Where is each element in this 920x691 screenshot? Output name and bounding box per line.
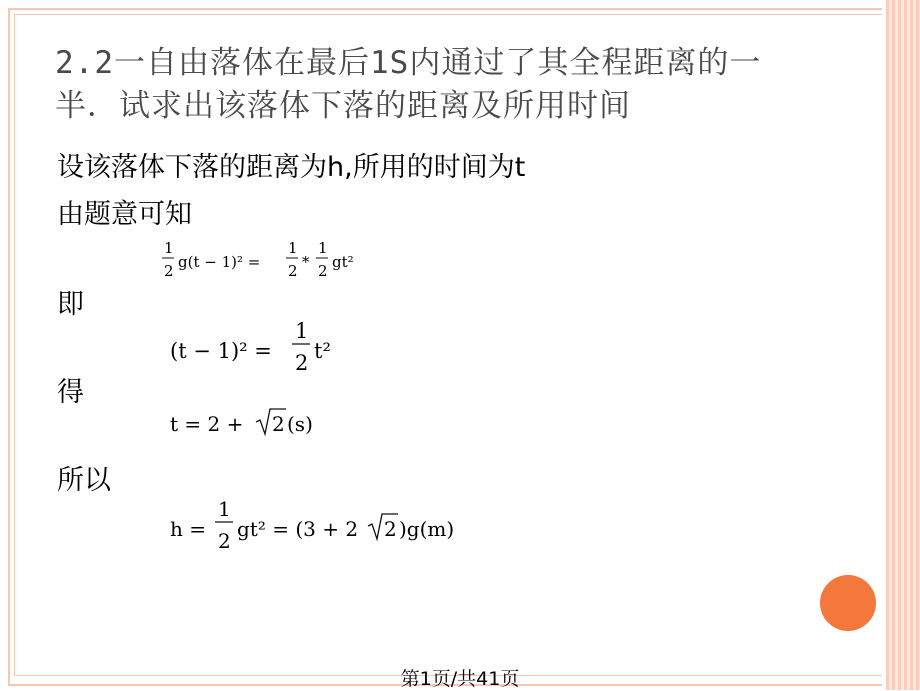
f2-rhs: t² xyxy=(314,339,331,363)
f1-frac2-den: 2 xyxy=(288,262,298,280)
f3-radicand: 2 xyxy=(272,412,285,436)
formula-3 xyxy=(168,404,338,440)
f1-lhs: g(t − 1)² = xyxy=(178,253,261,271)
f2-lhs: (t − 1)² = xyxy=(170,339,272,363)
decorative-stripes xyxy=(886,0,920,690)
f4-tail: )g(m) xyxy=(399,517,455,541)
f1-frac1-num: 1 xyxy=(164,239,174,257)
f3-unit: (s) xyxy=(287,412,313,436)
de-label: 得 xyxy=(57,377,84,408)
formula-2 xyxy=(168,314,368,384)
suoyi-label: 所以 xyxy=(57,465,111,496)
f2-frac-den: 2 xyxy=(295,351,309,375)
f4-radicand: 2 xyxy=(384,517,397,541)
orange-circle-decoration xyxy=(820,575,876,631)
decorative-stripes-gap xyxy=(882,0,886,690)
f4-h: h = xyxy=(170,517,206,541)
given-line: 由题意可知 xyxy=(57,199,192,230)
f4-mid: gt² = (3 + 2 xyxy=(237,517,359,541)
f1-rhs: gt² xyxy=(332,253,354,271)
formula-4 xyxy=(168,494,468,564)
f1-frac3-den: 2 xyxy=(318,262,328,280)
f4-frac-num: 1 xyxy=(218,497,231,521)
f4-frac-den: 2 xyxy=(218,529,231,553)
page-footer: 第1页/共41页 xyxy=(400,668,520,690)
f1-star: * xyxy=(302,253,310,271)
slide-title: 2.2一自由落体在最后1S内通过了其全程距离的一半．试求出该落体下落的距离及所用时间 xyxy=(55,45,762,124)
f1-frac1-den: 2 xyxy=(164,262,174,280)
f2-frac-num: 1 xyxy=(295,319,309,343)
f3-left: t = 2 + xyxy=(170,412,244,436)
ji-label: 即 xyxy=(57,289,84,320)
formula-1 xyxy=(160,236,380,290)
setup-line: 设该落体下落的距离为h,所用的时间为t xyxy=(57,152,526,183)
f1-frac2-num: 1 xyxy=(288,239,298,257)
f1-frac3-num: 1 xyxy=(318,239,328,257)
